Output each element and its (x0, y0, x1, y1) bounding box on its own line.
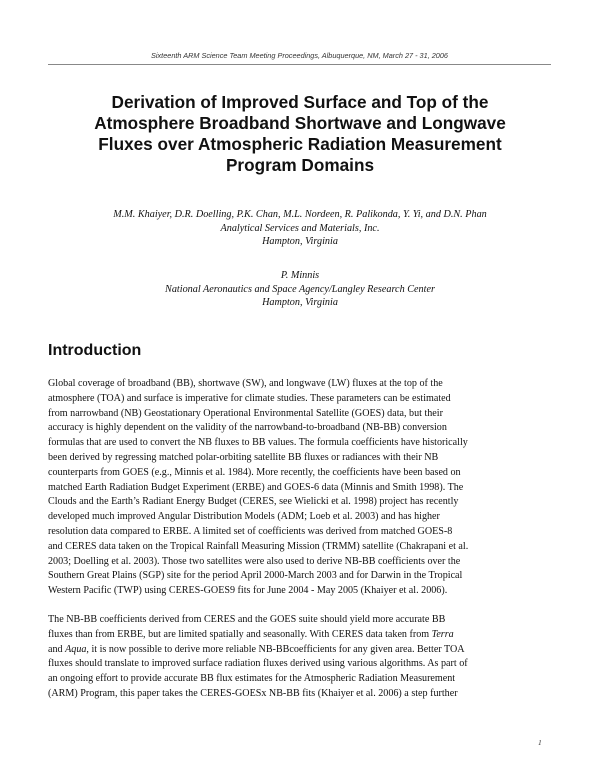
text-run: and (48, 643, 66, 655)
institution: National Aeronautics and Space Agency/Langley Research Center (165, 283, 435, 295)
author-list: M.M. Khaiyer, D.R. Doelling, P.K. Chan, M.L. Nordeen, R. Palikonda, Y. Yi, and D.N. Phan (113, 209, 487, 220)
text-line: atmosphere (TOA) and surface is imperative for climate studies. These parameters can be estimated (48, 392, 451, 404)
text-line: The NB-BB coefficients derived from CERES and the GOES suite should yield more accurate BB (48, 614, 446, 625)
paper-title (40, 92, 560, 176)
text-line: developed much improved Angular Distribution Models (ADM; Loeb et al. 2003) and has higher (48, 511, 440, 523)
text-line: matched Earth Radiation Budget Experiment (ERBE) and GOES-6 data (Minnis and Smith 1998). The (48, 481, 464, 493)
text-line (48, 643, 558, 658)
institution: Analytical Services and Materials, Inc. (220, 222, 380, 234)
text-line: 2003; Doelling et al. 2003). Those two satellites were also used to derive NB-BB coefficients over the (48, 555, 461, 567)
running-header: Sixteenth ARM Science Team Meeting Proceedings, Albuquerque, NM, March 27 - 31, 2006 (151, 51, 448, 60)
title-line: Atmosphere Broadband Shortwave and Longwave (94, 113, 506, 133)
location: Hampton, Virginia (262, 236, 338, 247)
page-number: 1 (538, 738, 542, 747)
title-line: Fluxes over Atmospheric Radiation Measurement (98, 134, 502, 154)
text-line: fluxes should translate to improved surface radiation fluxes derived using various algorithms. As part of (48, 658, 468, 670)
text-run: fluxes than from ERBE, but are limited spatially and seasonally. With CERES data taken from (48, 628, 432, 640)
header-divider (48, 64, 551, 65)
text-line: Global coverage of broadband (BB), shortwave (SW), and longwave (LW) fluxes at the top of the (48, 378, 443, 389)
text-line: from narrowband (NB) Geostationary Operational Environmental Satellite (GOES) data, but their (48, 407, 443, 419)
text-line: accuracy is highly dependent on the validity of the narrowband-to-broadband (NB-BB) conversion (48, 422, 447, 434)
text-line: Southern Great Plains (SGP) site for the period April 2000-March 2003 and for Darwin in the Tropical (48, 570, 463, 582)
italic-term: Aqua (65, 643, 87, 655)
author-block-2 (40, 269, 560, 310)
title-line: Program Domains (225, 155, 375, 175)
author-block-1 (40, 208, 560, 249)
text-run: , it is now possible to derive more reliable NB-BBcoefficients for any given area. Better TOA (86, 643, 465, 655)
intro-paragraph-1 (48, 377, 558, 599)
text-line: been derived by regressing matched polar-orbiting satellite BB fluxes or radiances with their NB (48, 451, 439, 463)
section-heading: Introduction (48, 342, 142, 359)
location: Hampton, Virginia (262, 297, 338, 308)
text-line: (ARM) Program, this paper takes the CERES-GOESx NB-BB fits (Khaiyer et al. 2006) a step further (48, 687, 458, 699)
text-line: Western Pacific (TWP) using CERES-GOES9 fits for June 2004 - May 2005 (Khaiyer et al. 2006). (48, 585, 448, 597)
text-line (48, 628, 558, 643)
intro-paragraph-2 (48, 613, 558, 702)
text-line: an ongoing effort to provide accurate BB flux estimates for the Atmospheric Radiation Measurement (48, 673, 456, 685)
italic-term: Terra (431, 628, 454, 640)
text-line: formulas that are used to convert the NB fluxes to BB values. The formula coefficients have historically (48, 437, 468, 449)
text-line: and CERES data taken on the Tropical Rainfall Measuring Mission (TRMM) satellite (Chakrapani et al. (48, 540, 469, 552)
author-list: P. Minnis (280, 270, 320, 281)
text-line: resolution data compared to ERBE. A limited set of coefficients was derived from matched GOES-8 (48, 525, 453, 537)
title-line: Derivation of Improved Surface and Top of the (111, 92, 489, 112)
text-line: Clouds and the Earth’s Radiant Energy Budget (CERES, see Wielicki et al. 1998) project has recently (48, 496, 459, 508)
text-line: counterparts from GOES (e.g., Minnis et al. 1984). More recently, the coefficients have been based on (48, 466, 461, 478)
